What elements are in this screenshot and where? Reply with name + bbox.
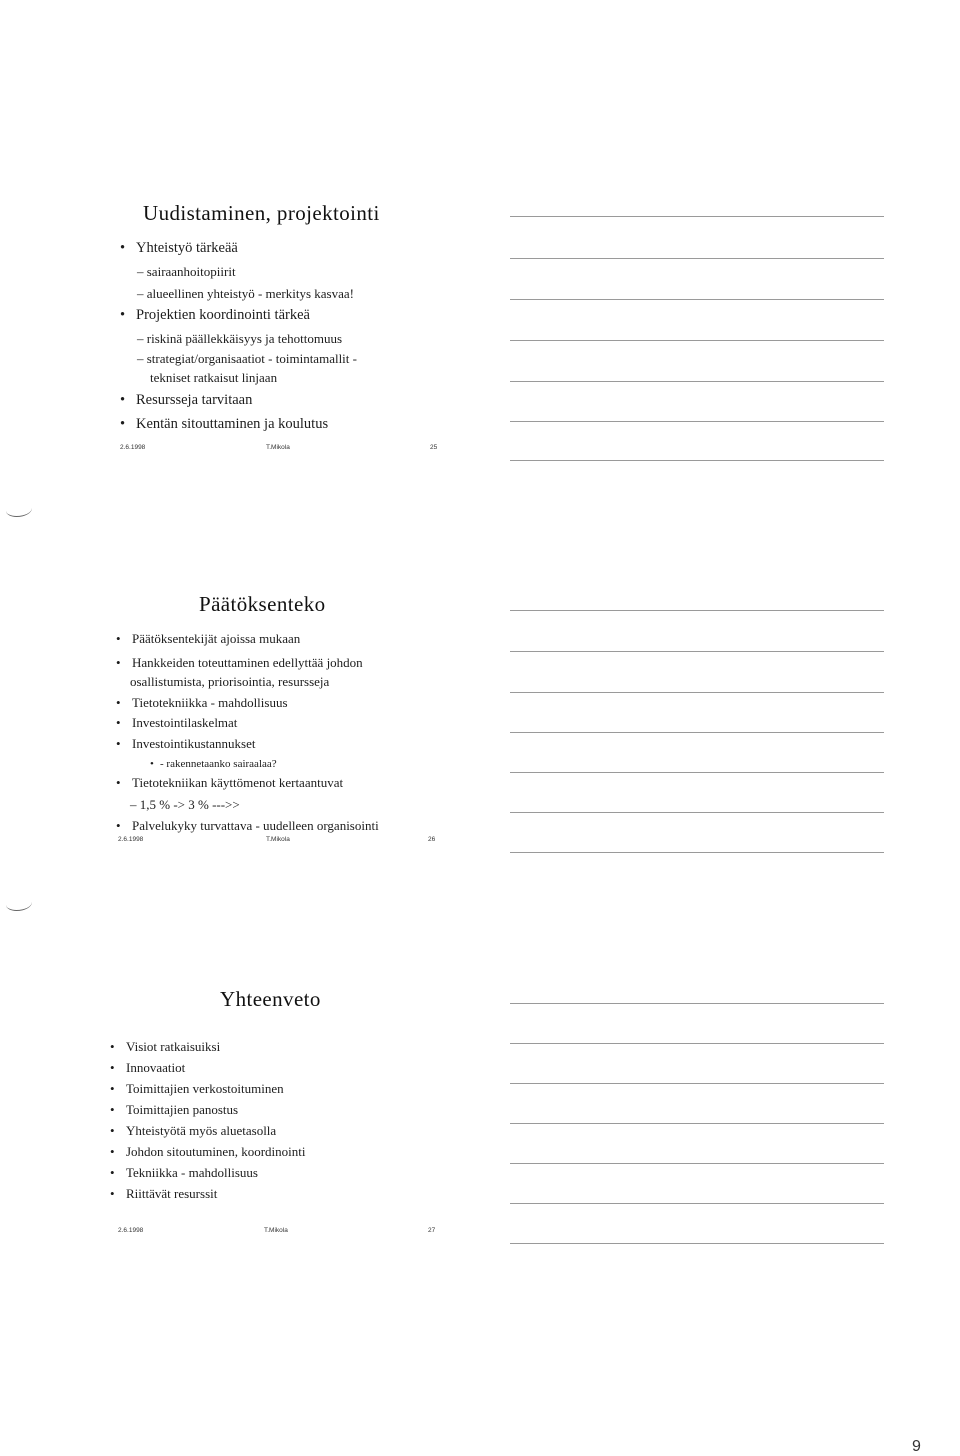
note-line [510, 1243, 884, 1244]
bullet-icon: • [110, 1186, 115, 1201]
sub-bullet-item: – alueellinen yhteistyö - merkitys kasvaa! [137, 286, 354, 301]
slide-title: Päätöksenteko [199, 592, 326, 616]
note-line [510, 381, 884, 382]
footer-date: 2.6.1998 [120, 444, 146, 451]
bullet-item: • Riittävät resurssit [110, 1186, 218, 1201]
note-line [510, 421, 884, 422]
bullet-item: • Yhteistyötä myös aluetasolla [110, 1123, 277, 1138]
note-line [510, 1123, 884, 1124]
footer-date: 2.6.1998 [118, 836, 144, 843]
sub-bullet-item: – riskinä päällekkäisyys ja tehottomuus [137, 331, 343, 346]
footer-author: T.Mikola [266, 444, 290, 451]
bullet-icon: • [120, 416, 126, 432]
note-line [510, 852, 884, 853]
sub-sub-bullet-item: • - rakennetaanko sairaalaa? [150, 758, 277, 770]
footer-slide-number: 26 [428, 836, 436, 843]
note-line [510, 732, 884, 733]
bullet-icon: • [116, 695, 121, 710]
bullet-item: • Toimittajien verkostoituminen [110, 1081, 284, 1096]
sub-bullet-item: – strategiat/organisaatiot - toimintamallit - [137, 351, 357, 366]
note-line [510, 651, 884, 652]
bullet-item: • Innovaatiot [110, 1060, 186, 1075]
bullet-icon: • [120, 392, 126, 408]
note-line [510, 772, 884, 773]
note-line [510, 299, 884, 300]
punch-mark-icon [6, 502, 32, 517]
bullet-item: • Tietotekniikka - mahdollisuus [116, 695, 288, 710]
bullet-item: • Tekniikka - mahdollisuus [110, 1165, 258, 1180]
bullet-item: • Resursseja tarvitaan [120, 392, 253, 408]
bullet-icon: • [110, 1123, 115, 1138]
bullet-icon: • [116, 655, 121, 670]
punch-mark-icon [6, 896, 32, 911]
bullet-item: • Toimittajien panostus [110, 1102, 239, 1117]
bullet-icon: • [110, 1039, 115, 1054]
bullet-item: • Hankkeiden toteuttaminen edellyttää johdon [116, 655, 363, 670]
bullet-item: • Investointilaskelmat [116, 715, 238, 730]
bullet-icon: • [110, 1165, 115, 1180]
note-line [510, 1203, 884, 1204]
slide-title: Yhteenveto [220, 987, 321, 1011]
note-line [510, 460, 884, 461]
note-line [510, 1163, 884, 1164]
bullet-icon: • [110, 1102, 115, 1117]
bullet-item: • Projektien koordinointi tärkeä [120, 307, 310, 323]
bullet-item: • Yhteistyö tärkeää [120, 240, 238, 256]
bullet-icon: • [120, 307, 126, 323]
bullet-icon: • [116, 736, 121, 751]
footer-author: T.Mikola [264, 1227, 288, 1234]
note-line [510, 258, 884, 259]
footer-date: 2.6.1998 [118, 1227, 144, 1234]
note-line [510, 1043, 884, 1044]
bullet-icon: • [110, 1144, 115, 1159]
bullet-icon: • [110, 1081, 115, 1096]
note-line [510, 610, 884, 611]
note-line [510, 216, 884, 217]
sub-bullet-item: – sairaanhoitopiirit [137, 264, 236, 279]
bullet-item: • Investointikustannukset [116, 736, 256, 751]
bullet-item: • Kentän sitouttaminen ja koulutus [120, 416, 329, 432]
note-line [510, 692, 884, 693]
footer-slide-number: 27 [428, 1227, 436, 1234]
bullet-item: • Johdon sitoutuminen, koordinointi [110, 1144, 306, 1159]
bullet-item: • Päätöksentekijät ajoissa mukaan [116, 631, 301, 646]
bullet-item: • Tietotekniikan käyttömenot kertaantuvat [116, 775, 344, 790]
bullet-icon: • [150, 758, 154, 770]
slide-title: Uudistaminen, projektointi [143, 201, 380, 225]
footer-author: T.Mikola [266, 836, 290, 843]
bullet-continuation: osallistumista, priorisointia, resursseja [130, 674, 330, 689]
note-line [510, 340, 884, 341]
bullet-item: • Visiot ratkaisuiksi [110, 1039, 221, 1054]
bullet-icon: • [116, 775, 121, 790]
sub-bullet-item: – 1,5 % -> 3 % --->> [130, 797, 240, 812]
bullet-icon: • [116, 715, 121, 730]
sub-bullet-continuation: tekniset ratkaisut linjaan [150, 370, 278, 385]
bullet-icon: • [116, 818, 121, 833]
bullet-item: • Palvelukyky turvattava - uudelleen organisointi [116, 818, 379, 833]
bullet-icon: • [110, 1060, 115, 1075]
bullet-icon: • [116, 631, 121, 646]
note-line [510, 812, 884, 813]
note-line [510, 1003, 884, 1004]
footer-slide-number: 25 [430, 444, 438, 451]
note-line [510, 1083, 884, 1084]
page-number: 9 [912, 1438, 921, 1455]
bullet-icon: • [120, 240, 126, 256]
